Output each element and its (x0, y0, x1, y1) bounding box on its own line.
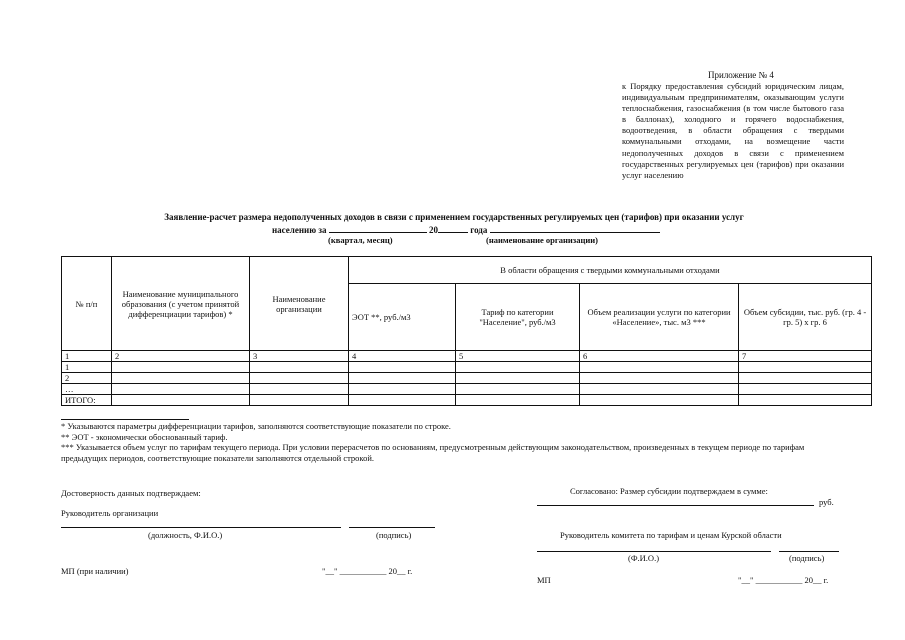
cell[interactable] (739, 362, 872, 373)
period-prefix: населению за (272, 225, 327, 235)
position-signature-line[interactable] (61, 527, 341, 528)
period-caption: (квартал, месяц) (328, 235, 393, 245)
col-number-7: 7 (739, 351, 872, 362)
cell[interactable] (456, 362, 580, 373)
col-number-2: 2 (112, 351, 250, 362)
cell[interactable] (580, 373, 739, 384)
row-number: … (62, 384, 112, 395)
right-signature-line[interactable] (779, 551, 839, 552)
fio-caption: (Ф.И.О.) (628, 553, 660, 563)
total-label: ИТОГО: (62, 395, 112, 406)
stamp-label: МП (при наличии) (61, 566, 129, 576)
cell[interactable] (250, 384, 349, 395)
right-date[interactable]: "__" ___________ 20__ г. (738, 575, 829, 585)
cell[interactable] (250, 395, 349, 406)
col-number-4: 4 (349, 351, 456, 362)
calculation-table (61, 256, 872, 406)
amount-line[interactable] (537, 505, 814, 506)
cell[interactable] (250, 373, 349, 384)
cell[interactable] (112, 373, 250, 384)
cell[interactable] (739, 384, 872, 395)
cell[interactable] (349, 373, 456, 384)
cell[interactable] (250, 362, 349, 373)
left-date[interactable]: "__" ___________ 20__ г. (322, 566, 413, 576)
cell[interactable] (349, 384, 456, 395)
cell[interactable] (580, 362, 739, 373)
row-number: 2 (62, 373, 112, 384)
header-volume: Объем реализации услуги по категории «Население», тыс. м3 *** (580, 284, 739, 351)
row-number: 1 (62, 362, 112, 373)
table-row (62, 373, 872, 384)
appendix-title: Приложение № 4 (708, 70, 774, 80)
signature-line[interactable] (349, 527, 435, 528)
footnote-1: * Указываются параметры дифференциации тарифов, заполняются соответствующие показатели по строке. (61, 421, 451, 431)
footnote-2: ** ЭОТ - экономически обоснованный тариф. (61, 431, 228, 442)
header-municipality: Наименование муниципального образования (с учетом принятой дифференциации тарифов) * (112, 257, 250, 351)
organization-caption: (наименование организации) (486, 235, 598, 245)
col-number-6: 6 (580, 351, 739, 362)
cell[interactable] (349, 395, 456, 406)
year-prefix: 20 (428, 225, 438, 235)
header-eot: ЭОТ **, руб./м3 (349, 284, 456, 351)
header-subsidy: Объем субсидии, тыс. руб. (гр. 4 - гр. 5) х гр. 6 (739, 284, 872, 351)
col-number-5: 5 (456, 351, 580, 362)
cell[interactable] (112, 384, 250, 395)
total-row (62, 395, 872, 406)
footnote-3: *** Указывается объем услуг по тарифам текущего периода. При условии перерасчетов по основаниям, предусмотренным действующим законодательством, произведенных в текущем периоде по тарифам предыдущих периодов, соответствующие показатели заполняются отдельной строкой. (61, 442, 805, 463)
cell[interactable] (739, 395, 872, 406)
year-suffix: года (470, 225, 488, 235)
appendix-text: к Порядку предоставления субсидий юридическим лицам, индивидуальным предпринимателям, оказывающим услуги теплоснабжения, газоснабжения (в том числе бытового газа в баллонах), холодного и горячего водоснабжения, водоотведения, в области обращения с твердыми коммунальными отходами, на возмещение части недополученных доходов в связи с применением государственных регулируемых цен (тарифов) при оказании услуг населению (622, 81, 844, 180)
period-blank[interactable] (329, 223, 427, 233)
period-line (272, 223, 660, 235)
col-number-3: 3 (250, 351, 349, 362)
cell[interactable] (349, 362, 456, 373)
cell[interactable] (112, 395, 250, 406)
cell[interactable] (580, 384, 739, 395)
right-stamp-label: МП (537, 575, 551, 585)
year-blank[interactable] (438, 223, 468, 233)
header-row-1 (62, 257, 872, 284)
head-of-organization: Руководитель организации (61, 508, 159, 518)
column-number-row (62, 351, 872, 362)
signature-caption: (подпись) (376, 530, 412, 540)
footnote-divider (61, 419, 189, 420)
cell[interactable] (112, 362, 250, 373)
right-signature-caption: (подпись) (789, 553, 825, 563)
agreed-text: Согласовано: Размер субсидии подтверждаем в сумме: (570, 486, 768, 496)
organization-blank[interactable] (490, 223, 660, 233)
table-row (62, 362, 872, 373)
header-number: № п/п (62, 257, 112, 351)
position-caption: (должность, Ф.И.О.) (148, 530, 223, 540)
cell[interactable] (456, 373, 580, 384)
currency-label: руб. (819, 497, 834, 507)
table-row (62, 384, 872, 395)
cell[interactable] (456, 384, 580, 395)
footnotes (61, 421, 851, 463)
committee-head: Руководитель комитета по тарифам и ценам Курской области (560, 530, 782, 540)
confirm-text: Достоверность данных подтверждаем: (61, 488, 201, 498)
fio-line[interactable] (537, 551, 771, 552)
cell[interactable] (456, 395, 580, 406)
cell[interactable] (580, 395, 739, 406)
document-title: Заявление-расчет размера недополученных доходов в связи с применением государственных регулируемых цен (тарифов) при оказании услуг (164, 212, 744, 222)
header-tariff: Тариф по категории "Население", руб./м3 (456, 284, 580, 351)
col-number-1: 1 (62, 351, 112, 362)
header-waste-group: В области обращения с твердыми коммунальными отходами (349, 257, 872, 284)
cell[interactable] (739, 373, 872, 384)
header-organization: Наименование организации (250, 257, 349, 351)
